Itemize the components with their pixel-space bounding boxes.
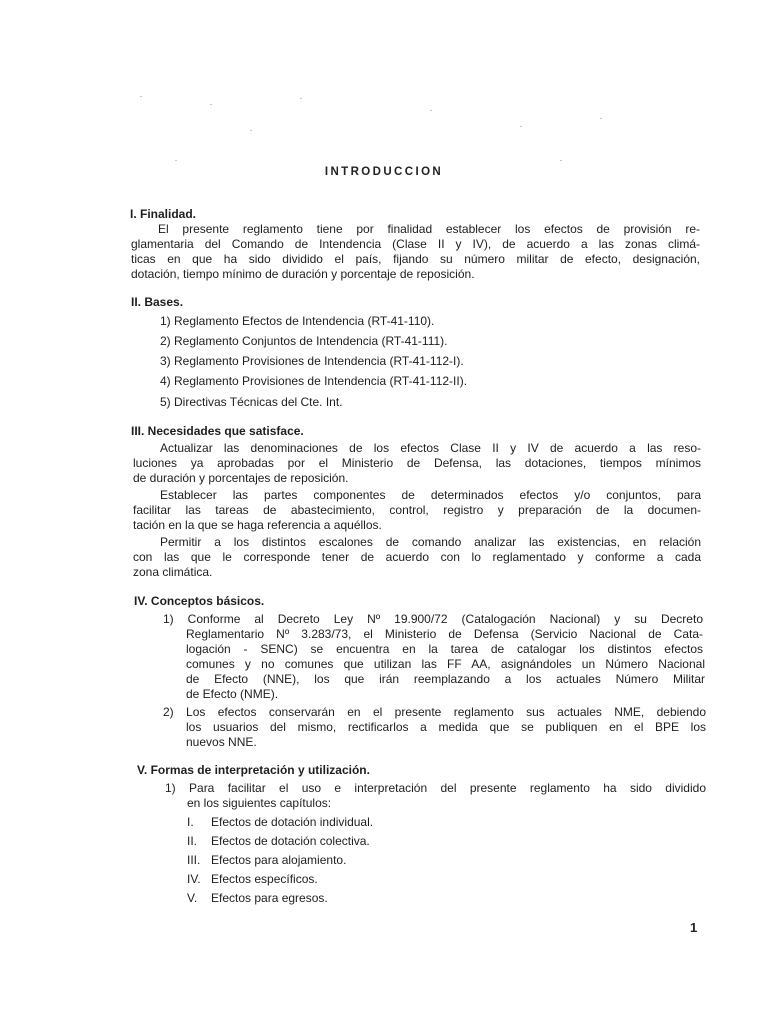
chapter-item — [187, 891, 328, 906]
section-heading-conceptos: IV. Conceptos básicos. — [134, 594, 265, 608]
scan-speck — [600, 118, 602, 119]
paragraph-line: logación - SENC) se encuentra en la tarea de catalogar los distintos efectos — [186, 642, 703, 656]
paragraph-line: 1) Conforme al Decreto Ley Nº 19.900/72 (Catalogación Nacional) y su Decreto — [163, 612, 703, 626]
paragraph-line: facilitar las tareas de abastecimiento, control, registro y preparación de la documen- — [133, 503, 701, 517]
section-heading-finalidad: I. Finalidad. — [130, 207, 197, 221]
paragraph-line: 2) Los efectos conservarán en el presente reglamento sus actuales NME, debiendo — [163, 705, 706, 719]
scan-speck — [560, 160, 562, 161]
paragraph-line: de Efecto (NNE), los que irán reemplazando a los actuales Número Militar — [186, 672, 705, 686]
paragraph-line: tación en la que se haga referencia a aquéllos. — [133, 518, 382, 532]
chapter-item — [187, 872, 318, 887]
paragraph-line: nuevos NNE. — [186, 735, 257, 749]
chapter-item — [187, 834, 370, 849]
chapter-title: Efectos de dotación colectiva. — [211, 834, 370, 848]
paragraph-line: de Efecto (NME). — [186, 687, 279, 701]
scan-speck — [300, 98, 302, 99]
list-item: 1) Reglamento Efectos de Intendencia (RT-41-110). — [160, 314, 435, 328]
scan-speck — [175, 160, 177, 161]
chapter-number: II. — [187, 834, 198, 848]
scan-speck — [140, 96, 142, 97]
paragraph-line: El presente reglamento tiene por finalidad establecer los efectos de provisión re- — [158, 222, 700, 236]
scan-speck — [430, 110, 432, 111]
chapter-item — [187, 853, 346, 868]
paragraph-line: Establecer las partes componentes de determinados efectos y/o conjuntos, para — [160, 488, 701, 502]
paragraph-line: comunes y no comunes que utilizan las FF AA, asignándoles un Número Nacional — [186, 657, 705, 671]
scan-speck — [520, 126, 522, 127]
paragraph-line: los usuarios del mismo, rectificarlos a medida que se publiquen en el BPE los — [186, 720, 706, 734]
document-title: INTRODUCCION — [324, 166, 444, 178]
paragraph-line: ticas en que ha sido dividido el país, fijando su número militar de efecto, designación, — [131, 252, 700, 266]
list-item: 4) Reglamento Provisiones de Intendencia (RT-41-112-II). — [160, 374, 468, 388]
chapter-title: Efectos específicos. — [211, 872, 318, 886]
section-heading-formas: V. Formas de interpretación y utilización. — [137, 763, 370, 777]
section-heading-bases: II. Bases. — [131, 295, 184, 309]
scan-speck — [210, 104, 212, 105]
list-item: 3) Reglamento Provisiones de Intendencia (RT-41-112-I). — [160, 354, 464, 368]
paragraph-line: de duración y porcentajes de reposición. — [133, 471, 349, 485]
paragraph-line: Permitir a los distintos escalones de comando analizar las existencias, en relación — [160, 535, 701, 549]
paragraph-line: glamentaria del Comando de Intendencia (Clase II y IV), de acuerdo a las zonas climá- — [131, 237, 700, 251]
paragraph-line: dotación, tiempo mínimo de duración y porcentaje de reposición. — [131, 267, 475, 281]
list-item: 2) Reglamento Conjuntos de Intendencia (RT-41-111). — [160, 334, 448, 348]
paragraph-line: Actualizar las denominaciones de los efectos Clase II y IV de acuerdo a las reso- — [160, 441, 701, 455]
scan-speck — [250, 130, 252, 131]
paragraph-line: en los siguientes capítulos: — [187, 796, 332, 810]
chapter-number: V. — [187, 891, 198, 905]
chapter-item — [187, 815, 373, 830]
page-number: 1 — [690, 920, 698, 935]
paragraph-line: zona climática. — [133, 565, 213, 579]
chapter-number: III. — [187, 853, 201, 867]
chapter-number: IV. — [187, 872, 201, 886]
chapter-title: Efectos de dotación individual. — [211, 815, 374, 829]
chapter-title: Efectos para egresos. — [211, 891, 328, 905]
chapter-number: I. — [187, 815, 194, 829]
section-heading-necesidades: III. Necesidades que satisface. — [131, 424, 304, 438]
list-item: 5) Directivas Técnicas del Cte. Int. — [160, 395, 343, 409]
paragraph-line: con las que le corresponde tener de acuerdo con lo reglamentado y conforme a cada — [133, 550, 701, 564]
paragraph-line: luciones ya aprobadas por el Ministerio de Defensa, las dotaciones, tiempos mínimos — [133, 456, 701, 470]
paragraph-line: Reglamentario Nº 3.283/73, el Ministerio de Defensa (Servicio Nacional de Cata- — [186, 627, 703, 641]
chapter-title: Efectos para alojamiento. — [211, 853, 347, 867]
paragraph-line: 1) Para facilitar el uso e interpretación del presente reglamento ha sido dividido — [165, 781, 706, 795]
